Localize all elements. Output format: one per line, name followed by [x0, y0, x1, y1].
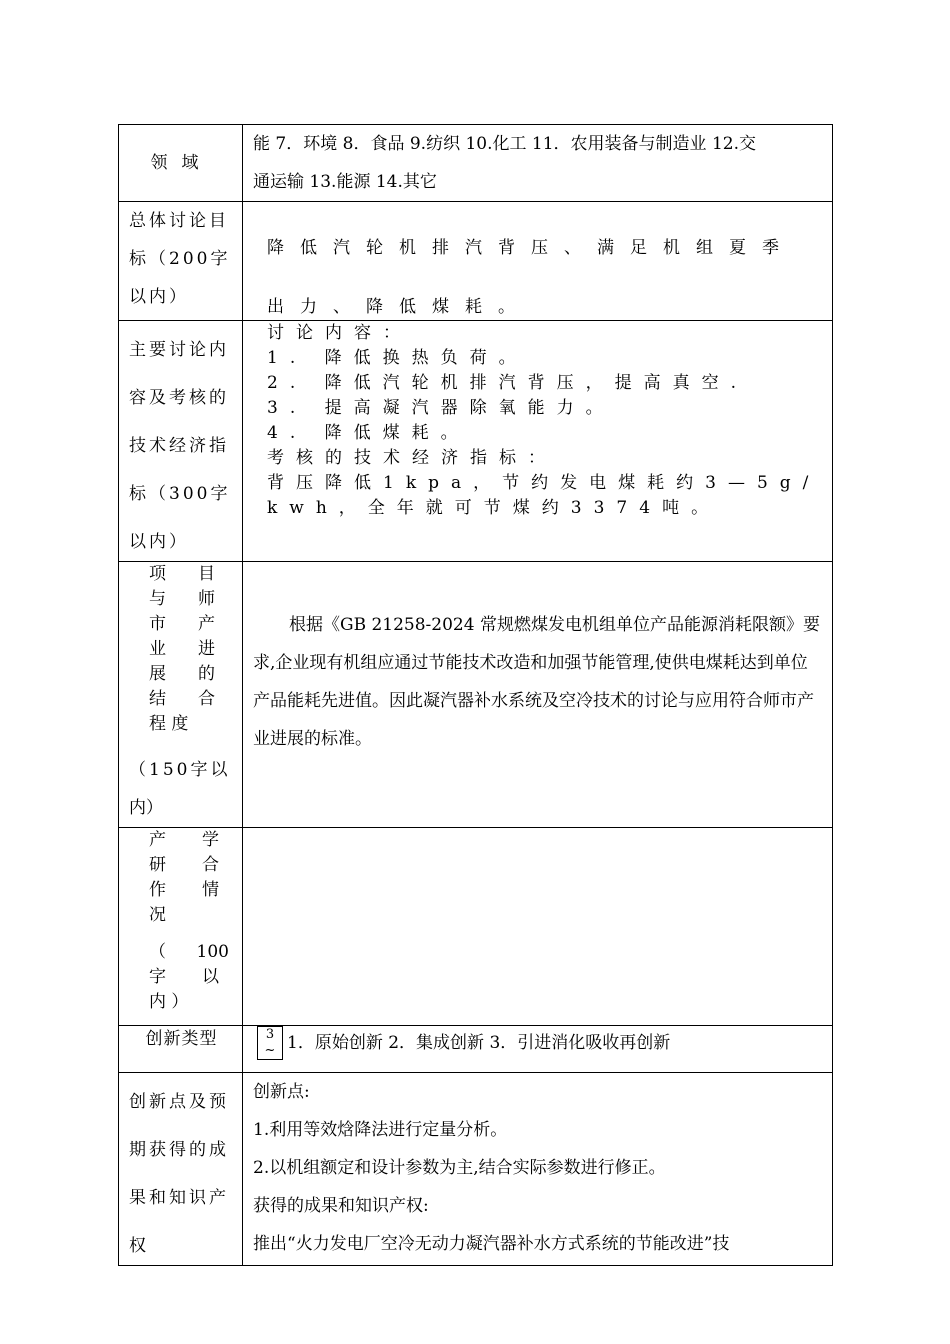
label-cell: [119, 828, 243, 1026]
content-line: 3. 提高凝汽器除氧能力。: [267, 398, 615, 418]
content-line: 2. 降低汽轮机排汽背压，提高真空.: [267, 373, 749, 393]
project-form-table: [118, 124, 833, 1266]
content-line: 讨论内容：: [267, 323, 412, 343]
innovation-label-2: 期获得的成: [129, 1140, 229, 1160]
innovation-line: 2.以机组额定和设计参数为主,结合实际参数进行修正。: [253, 1158, 666, 1178]
goal-label-3: 以内）: [129, 287, 189, 307]
label-cell: [119, 202, 243, 321]
innovation-line: 获得的成果和知识产权:: [253, 1196, 429, 1216]
label-pair: （ 100: [149, 942, 229, 962]
innovation-type-label: 创新类型: [145, 1029, 218, 1049]
row-innovation-points: [119, 1073, 833, 1266]
label-pair: 业 进: [149, 639, 215, 659]
content-cell: [243, 562, 833, 828]
cooperation-label: [119, 828, 242, 1015]
innovation-line: 创新点:: [253, 1082, 310, 1102]
innovation-label-3: 果和知识产: [129, 1188, 229, 1208]
label-single: 况: [149, 905, 166, 925]
alignment-limit-2: 内）: [129, 798, 163, 818]
label-pair: 与 师: [149, 589, 215, 609]
label-pair: 项 目: [149, 564, 215, 584]
label-cell: [119, 321, 243, 562]
label-pair: 展 的: [149, 664, 215, 684]
goal-line-1: 降低汽轮机排汽背压、满足机组夏季: [267, 238, 795, 258]
innovation-line: 1.利用等效焓降法进行定量分析。: [253, 1120, 508, 1140]
content-cell: [243, 1026, 833, 1073]
label-cell: [119, 125, 243, 202]
label-last: 内 ）: [149, 992, 189, 1012]
label-pair: 产 学: [149, 830, 219, 850]
alignment-paragraph: 根据《GB 21258-2024 常规燃煤发电机组单位产品能源消耗限额》要求,企业现有机组应通过节能技术改造和加强节能管理,使供电煤耗达到单位产品能耗先进值。因此凝汽器补水系统及空冷技术的讨论与应用符合师市产业进展的标准。: [253, 615, 820, 749]
row-field: [119, 125, 833, 202]
label-pair: 研 合: [149, 855, 219, 875]
content-cell: [243, 202, 833, 321]
innovation-label-1: 创新点及预: [129, 1092, 229, 1112]
label-last: 程 度: [149, 714, 189, 734]
content-cell: [243, 321, 833, 562]
field-line-2: 通运输 13.能源 14.其它: [253, 172, 437, 192]
content-label-2: 容及考核的: [129, 388, 229, 408]
content-label-5: 以内）: [129, 532, 189, 552]
innovation-type-options: 1．原始创新 2．集成创新 3．引进消化吸收再创新: [287, 1033, 671, 1053]
label-cell: [119, 1073, 243, 1266]
row-content: [119, 321, 833, 562]
content-label-1: 主要讨论内: [129, 340, 229, 360]
innovation-type-options-row: [243, 1026, 832, 1060]
row-innovation-type: [119, 1026, 833, 1073]
label-pair: 结 合: [149, 689, 215, 709]
content-label-3: 技术经济指: [129, 436, 229, 456]
content-cell: [243, 828, 833, 1026]
row-industry-alignment: [119, 562, 833, 828]
content-cell: [243, 1073, 833, 1266]
content-label-4: 标（300字: [129, 484, 231, 504]
content-line: 1. 降低换热负荷。: [267, 348, 528, 368]
alignment-limit-1: （150字以: [129, 760, 231, 780]
innovation-line: 推出“火力发电厂空冷无动力凝汽器补水方式系统的节能改进”技: [253, 1234, 730, 1254]
content-line: 考核的技术经济指标：: [267, 448, 557, 468]
field-label: 领域: [150, 153, 213, 173]
label-pair: 作 情: [149, 880, 219, 900]
label-cell: [119, 1026, 243, 1073]
goal-line-2: 出力、降低煤耗。: [267, 297, 531, 317]
content-cell: [243, 125, 833, 202]
innovation-label-4: 权: [129, 1236, 149, 1256]
selected-type-box[interactable]: 3 ~: [257, 1026, 283, 1060]
row-goal: [119, 202, 833, 321]
goal-label-1: 总体讨论目: [129, 211, 229, 231]
content-line: 4. 降低煤耗。: [267, 423, 470, 443]
label-pair: 市 产: [149, 614, 215, 634]
row-cooperation: [119, 828, 833, 1026]
goal-label-2: 标（200字: [129, 249, 231, 269]
content-line: kwh，全年就可节煤约3374吨。: [267, 498, 721, 518]
field-line-1: 能 7．环境 8．食品 9.纺织 10.化工 11．农用装备与制造业 12.交: [253, 134, 756, 154]
content-line: 背压降低1kpa，节约发电煤耗约3—5g/: [267, 473, 821, 493]
label-cell: [119, 562, 243, 828]
label-pair: 字 以: [149, 967, 219, 987]
alignment-label: [119, 562, 242, 737]
